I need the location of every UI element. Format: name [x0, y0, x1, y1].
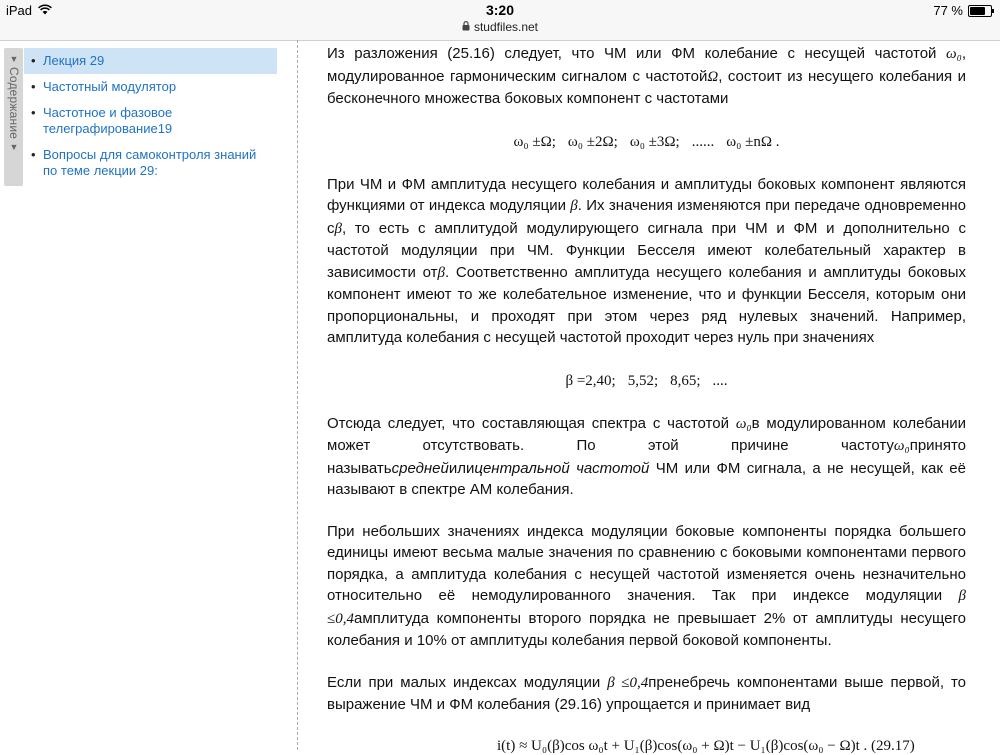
toc-item-label[interactable]: Лекция 29: [43, 53, 105, 68]
status-right: [933, 3, 992, 18]
beta-le-symbol: β ≤0,4: [607, 674, 649, 691]
paragraph: При небольших значениях индекса модуляции боковые компоненты порядка большего единицы имеют весьма малые значения по сравнению с боковыми компонентами первого порядка, а амплитуда колебания с несущей частотой изменяется очень незначительно относительно её немодулированного значения. Так при индексе модуляции β ≤0,4амплитуда компоненты второго порядка не превышает 2% от амплитуды несущего колебания и 10% от амплитуды колебания первой боковой компоненты.: [327, 522, 966, 649]
toc-item-lecture-29[interactable]: [24, 48, 277, 74]
table-of-contents: [24, 48, 277, 184]
bullet-icon: •: [31, 105, 36, 120]
contents-toggle-tab[interactable]: [4, 48, 23, 186]
triangle-down-icon: ▼: [9, 54, 19, 65]
beta-symbol: β: [437, 264, 445, 281]
paragraph: Если при малых индексах модуляции β ≤0,4пренебречь компонентами выше первой, то выражение ЧМ и ФМ колебания (29.16) упрощается и принимает вид: [327, 673, 967, 713]
bullet-icon: •: [31, 79, 36, 94]
toc-item-frequency-modulator[interactable]: [24, 74, 277, 100]
toc-item-self-check-questions[interactable]: [24, 142, 277, 184]
triangle-down-icon: ▼: [9, 142, 19, 153]
battery-level: [970, 7, 985, 15]
toc-item-label[interactable]: Частотный модулятор: [43, 79, 177, 94]
beta-symbol: β: [334, 220, 342, 237]
paragraph: При ЧМ и ФМ амплитуда несущего колебания и амплитуды боковых компонент являются функциями от индекса модуляции β. Их значения изменяются при передаче одновременно сβ, то есть с амплитудой модулирующего сигнала при ЧМ и ФМ и дополнительно с частотой модуляции при ЧМ. Функции Бесселя имеют колебательный характер в зависимости отβ. Соответственно амплитуда несущего колебания и амплитуды боковых компонент имеют то же колебательное изменение, что и функции Бесселя, которым они пропорциональны, и проходят при этом через ряд нулевых значений. Например, амплитуда колебания с несущей частотой проходит через нуль при значениях: [327, 175, 966, 346]
bullet-icon: •: [31, 53, 36, 68]
emphasis-text: средней: [391, 459, 449, 477]
big-omega-symbol: Ω: [707, 68, 719, 85]
url-text[interactable]: studfiles.net: [473, 20, 539, 34]
battery-icon: [968, 5, 992, 17]
toc-item-telegraphy[interactable]: [24, 100, 277, 142]
lock-icon: [462, 20, 470, 34]
battery-nub: [992, 9, 994, 13]
beta-symbol: β: [570, 198, 578, 214]
device-name: iPad: [6, 3, 33, 18]
formula-sidebands: ω₀ ±Ω; ω₀ ±2Ω; ω₀ ±3Ω; ...... ω₀ ±nΩ .: [513, 133, 780, 150]
omega0-symbol: ω₀: [946, 46, 962, 62]
beta-le-symbol: β ≤0,4: [327, 588, 966, 627]
paragraph: Отсюда следует, что составляющая спектра с частотой ω₀в модулированном колебании может отсутствовать. По этой причине частотуω₀принято называтьсреднейилицентральной частотой ЧМ или ФМ сигнала, а не несущей, как её называют в спектре АМ колебания.: [327, 414, 966, 498]
omega0-symbol: ω₀: [893, 438, 910, 454]
column-divider: [297, 40, 298, 750]
toc-item-label[interactable]: Частотное и фазовое телеграфирование19: [43, 105, 173, 136]
omega0-symbol: ω₀: [735, 415, 752, 432]
emphasis-text: центральной частотой: [474, 459, 650, 477]
status-bar: [0, 0, 1000, 20]
formula-bessel-zeros: β =2,40; 5,52; 8,65; ....: [565, 372, 728, 389]
paragraph: Из разложения (25.16) следует, что ЧМ или ФМ колебание с несущей частотой ω₀, модулированное гармоническим сигналом с частотойΩ, состоит из несущего колебания и бесконечного множества боковых компонент с частотами: [327, 45, 966, 107]
toc-item-label[interactable]: Вопросы для самоконтроля знаний по теме лекции 29:: [43, 147, 257, 178]
battery-percent: 77 %: [933, 3, 963, 18]
url-bar[interactable]: [0, 20, 1000, 41]
contents-tab-label: Содержание: [7, 67, 21, 140]
formula-29-17: i(t) ≈ U₀(β)cos ω₀t + U₁(β)cos(ω₀ + Ω)t − U₁(β)cos(ω₀ − Ω)t . (29.17): [497, 738, 915, 754]
status-time: 3:20: [485, 2, 515, 18]
article-body: [327, 43, 966, 736]
bullet-icon: •: [31, 147, 36, 162]
